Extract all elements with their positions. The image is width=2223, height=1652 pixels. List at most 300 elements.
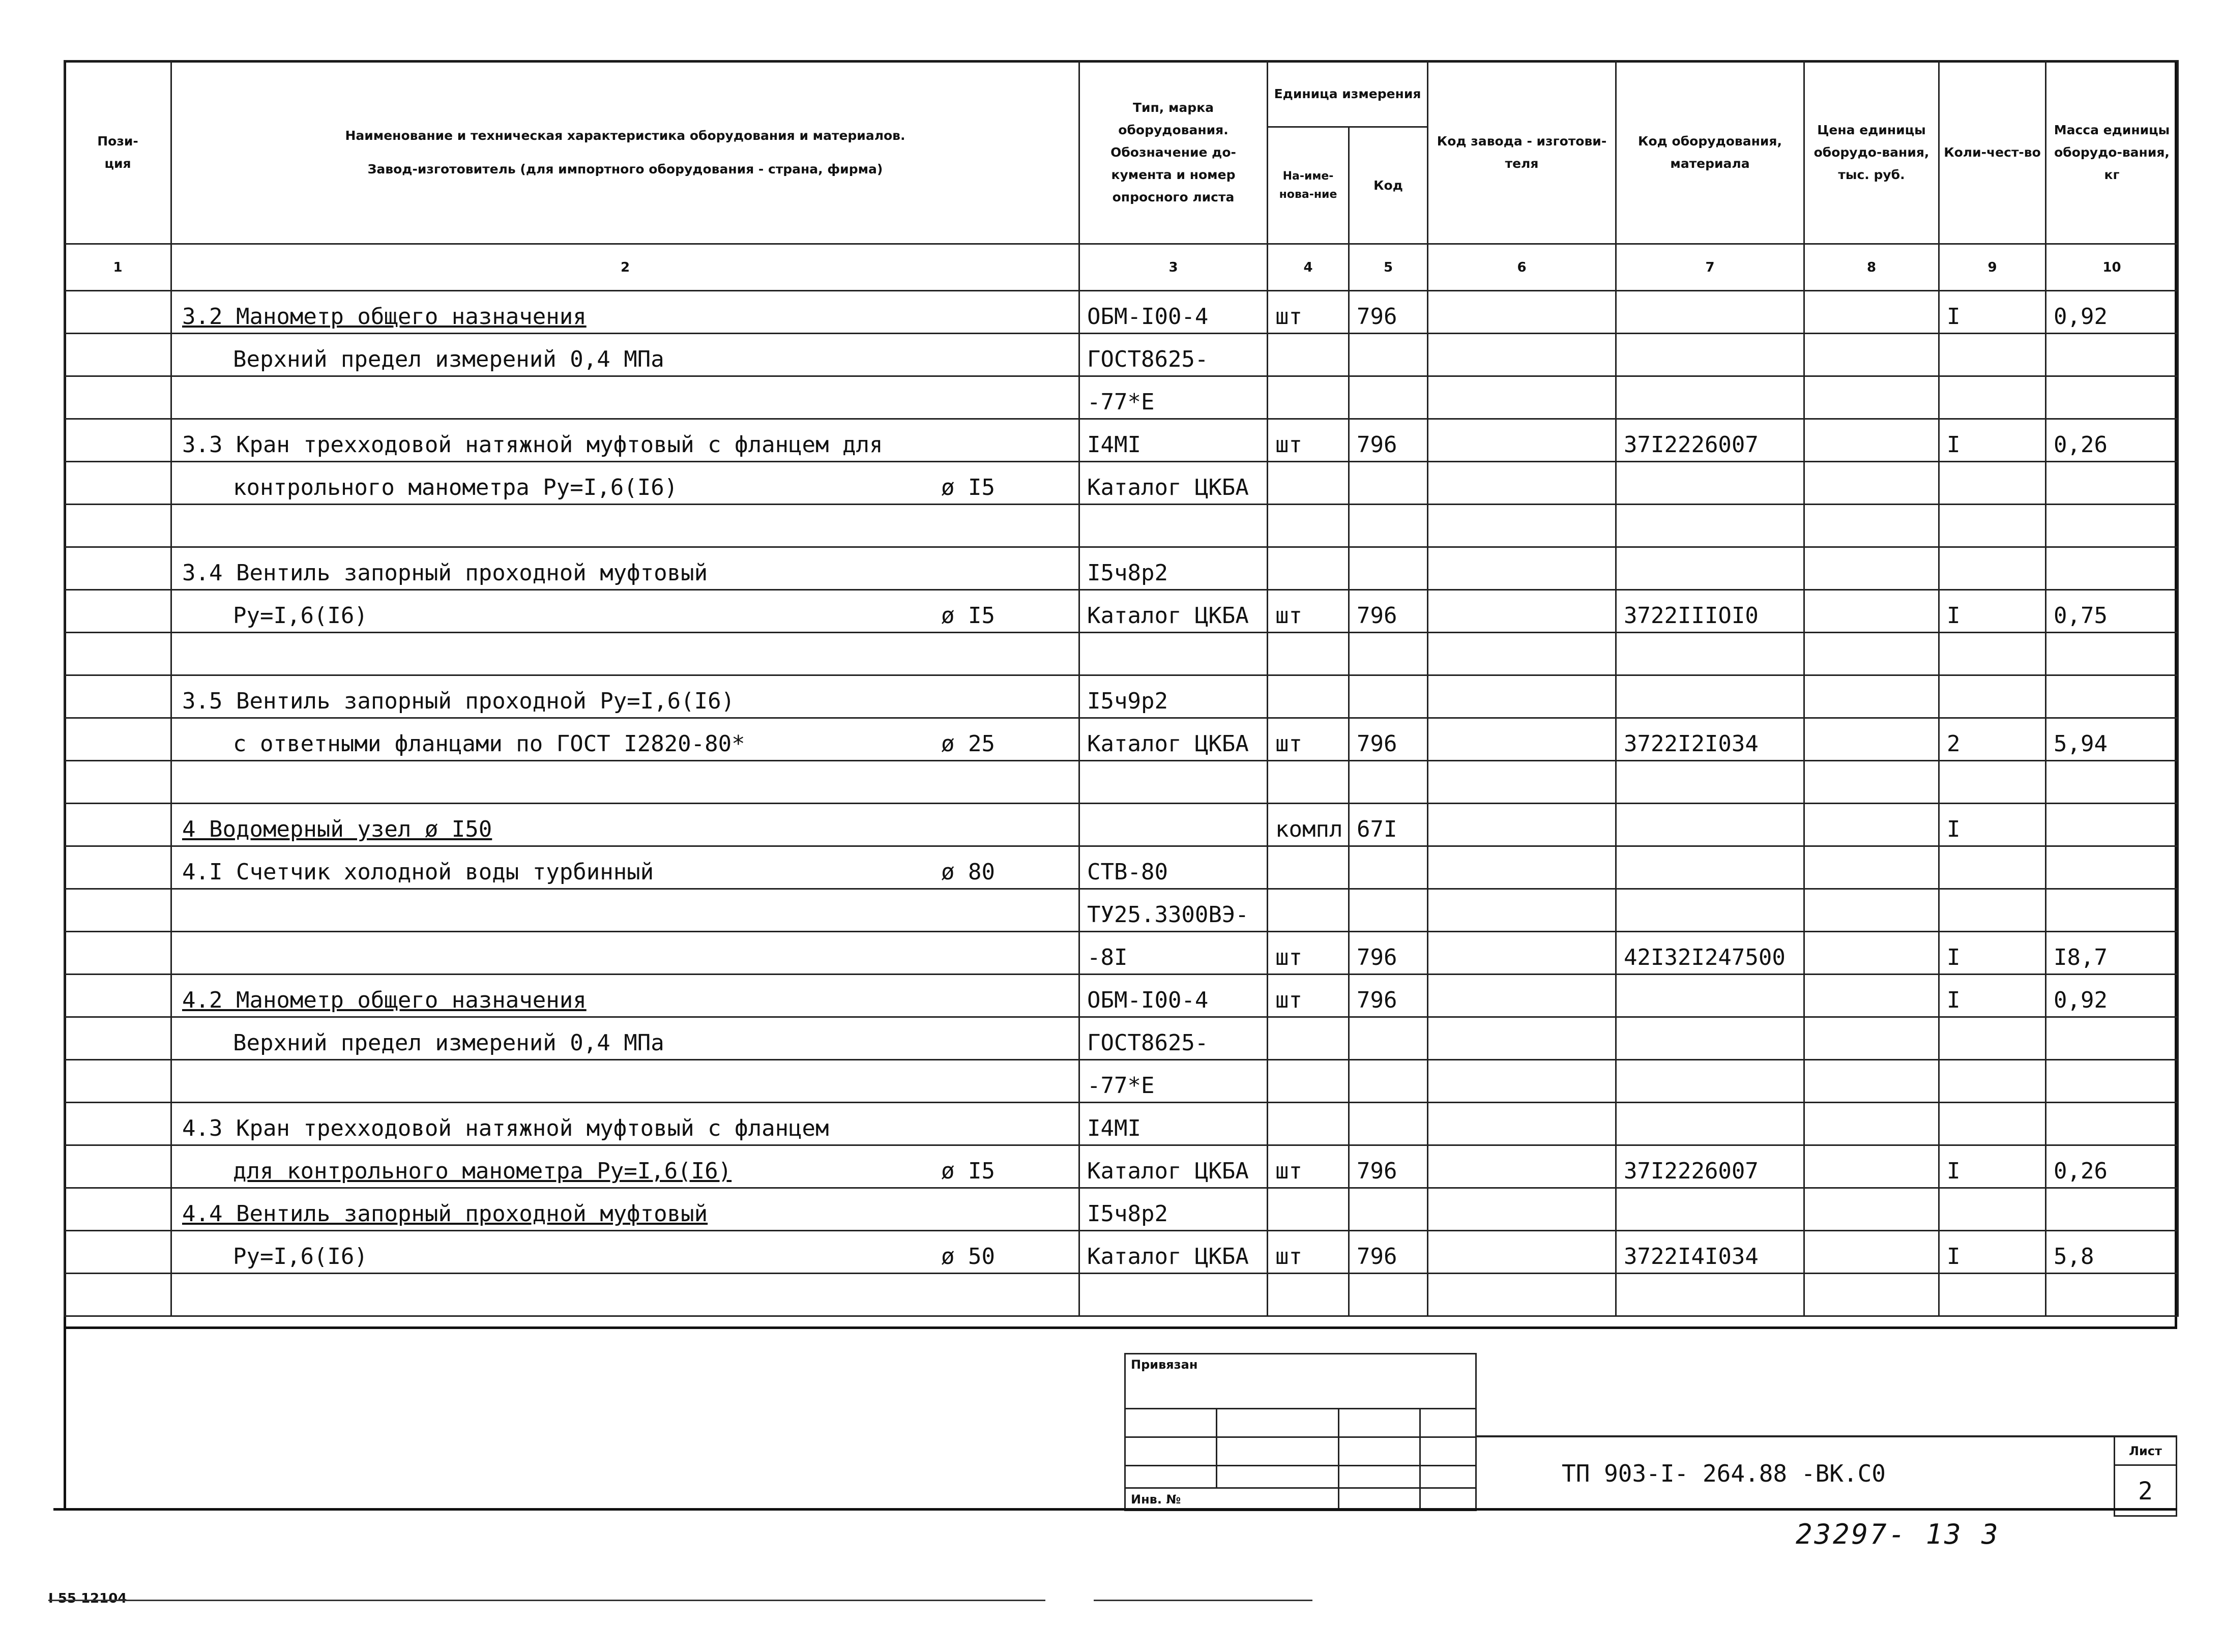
unit-name-cell	[1268, 846, 1349, 889]
unit-name-cell: шт	[1268, 718, 1349, 761]
unit-code-cell: 796	[1349, 419, 1428, 462]
equipment-code-cell: 37I2226007	[1616, 1145, 1804, 1188]
archive-number: 23297- 13 3	[1796, 1518, 2000, 1550]
position-cell	[65, 590, 171, 633]
type-cell: Каталог ЦКБА	[1079, 590, 1268, 633]
unit-code-cell	[1349, 761, 1428, 804]
name-cell	[171, 334, 1079, 376]
unit-name-cell: шт	[1268, 932, 1349, 975]
price-cell	[1804, 376, 1939, 419]
binding-stamp	[1124, 1353, 1477, 1511]
item-name: 4.I Счетчик холодной воды турбинный	[182, 859, 654, 885]
stamp-cell	[1125, 1409, 1217, 1437]
plant-code-cell	[1428, 1017, 1616, 1060]
equipment-code-cell: 3722I4I034	[1616, 1231, 1804, 1274]
stamp-cell	[1339, 1488, 1420, 1511]
plant-code-cell	[1428, 718, 1616, 761]
table-row	[65, 804, 2178, 846]
quantity-cell: I	[1939, 1231, 2046, 1274]
item-name: для контрольного манометра Ру=I,6(I6)	[233, 1158, 732, 1184]
mass-cell: 5,8	[2046, 1231, 2178, 1274]
equipment-code-cell	[1616, 462, 1804, 505]
mass-cell: 0,26	[2046, 419, 2178, 462]
name-cell	[171, 291, 1079, 334]
quantity-cell: I	[1939, 975, 2046, 1017]
mass-cell	[2046, 334, 2178, 376]
unit-code-cell	[1349, 505, 1428, 547]
unit-name-cell: шт	[1268, 590, 1349, 633]
stamp-cell	[1420, 1437, 1476, 1466]
mass-cell	[2046, 846, 2178, 889]
unit-code-cell	[1349, 1103, 1428, 1145]
type-cell	[1079, 1274, 1268, 1316]
column-number: 8	[1804, 244, 1939, 291]
table-row	[65, 291, 2178, 334]
name-cell	[171, 633, 1079, 675]
quantity-cell	[1939, 889, 2046, 932]
unit-code-cell	[1349, 846, 1428, 889]
item-name: Ру=I,6(I6)	[233, 1244, 368, 1270]
stamp-cell	[1217, 1409, 1339, 1437]
name-cell	[171, 1231, 1079, 1274]
equipment-code-cell: 3722IIIOI0	[1616, 590, 1804, 633]
position-cell	[65, 1188, 171, 1231]
table-row	[65, 633, 2178, 675]
plant-code-cell	[1428, 590, 1616, 633]
unit-code-cell: 796	[1349, 590, 1428, 633]
stamp-cell	[1217, 1437, 1339, 1466]
unit-name-cell	[1268, 1060, 1349, 1103]
quantity-cell	[1939, 633, 2046, 675]
header-price: Цена единицы оборудо-вания, тыс. руб.	[1804, 61, 1939, 244]
position-cell	[65, 932, 171, 975]
plant-code-cell	[1428, 419, 1616, 462]
mass-cell	[2046, 804, 2178, 846]
nominal-diameter: ø 50	[941, 1244, 995, 1270]
inventory-label: Инв. №	[1125, 1488, 1339, 1511]
unit-name-cell	[1268, 547, 1349, 590]
quantity-cell	[1939, 1274, 2046, 1316]
name-cell	[171, 419, 1079, 462]
type-cell: ОБМ-I00-4	[1079, 291, 1268, 334]
unit-code-cell: 796	[1349, 932, 1428, 975]
unit-name-cell	[1268, 761, 1349, 804]
stamp-cell	[1217, 1466, 1339, 1488]
plant-code-cell	[1428, 1231, 1616, 1274]
column-number-row	[65, 244, 2178, 291]
mass-cell	[2046, 761, 2178, 804]
type-cell	[1079, 633, 1268, 675]
type-cell: Каталог ЦКБА	[1079, 1231, 1268, 1274]
stamp-cell	[1125, 1437, 1217, 1466]
plant-code-cell	[1428, 633, 1616, 675]
name-cell	[171, 889, 1079, 932]
sheet-label: Лист	[2114, 1435, 2177, 1466]
unit-name-cell	[1268, 1274, 1349, 1316]
nominal-diameter: ø 25	[941, 731, 995, 757]
name-cell	[171, 675, 1079, 718]
unit-code-cell: 67I	[1349, 804, 1428, 846]
plant-code-cell	[1428, 1060, 1616, 1103]
plant-code-cell	[1428, 761, 1616, 804]
unit-name-cell: шт	[1268, 419, 1349, 462]
plant-code-cell	[1428, 1103, 1616, 1145]
mass-cell	[2046, 505, 2178, 547]
sheet-number: 2	[2114, 1466, 2177, 1517]
plant-code-cell	[1428, 1145, 1616, 1188]
item-name: 4 Водомерный узел ø I50	[182, 816, 492, 842]
position-cell	[65, 1017, 171, 1060]
position-cell	[65, 334, 171, 376]
equipment-code-cell	[1616, 804, 1804, 846]
price-cell	[1804, 1103, 1939, 1145]
mass-cell: I8,7	[2046, 932, 2178, 975]
table-row	[65, 675, 2178, 718]
name-cell	[171, 1017, 1079, 1060]
plant-code-cell	[1428, 846, 1616, 889]
quantity-cell: I	[1939, 590, 2046, 633]
position-cell	[65, 419, 171, 462]
equipment-code-cell	[1616, 505, 1804, 547]
name-cell	[171, 761, 1079, 804]
position-cell	[65, 1145, 171, 1188]
type-cell	[1079, 761, 1268, 804]
header-plant-code: Код завода - изготови-теля	[1428, 61, 1616, 244]
unit-name-cell	[1268, 889, 1349, 932]
plant-code-cell	[1428, 804, 1616, 846]
unit-name-cell	[1268, 633, 1349, 675]
mass-cell	[2046, 1017, 2178, 1060]
quantity-cell	[1939, 334, 2046, 376]
item-name: Верхний предел измерений 0,4 МПа	[233, 1030, 664, 1056]
quantity-cell	[1939, 1060, 2046, 1103]
bound-label: Привязан	[1125, 1354, 1476, 1409]
type-cell	[1079, 505, 1268, 547]
type-cell: I4МI	[1079, 1103, 1268, 1145]
column-number: 10	[2046, 244, 2178, 291]
plant-code-cell	[1428, 291, 1616, 334]
quantity-cell: I	[1939, 932, 2046, 975]
quantity-cell	[1939, 761, 2046, 804]
unit-name-cell: шт	[1268, 1145, 1349, 1188]
unit-code-cell	[1349, 462, 1428, 505]
price-cell	[1804, 1017, 1939, 1060]
plant-code-cell	[1428, 675, 1616, 718]
unit-code-cell	[1349, 1017, 1428, 1060]
unit-code-cell: 796	[1349, 291, 1428, 334]
table-row	[65, 1188, 2178, 1231]
mass-cell	[2046, 462, 2178, 505]
unit-code-cell	[1349, 1188, 1428, 1231]
equipment-code-cell: 42I32I247500	[1616, 932, 1804, 975]
quantity-cell	[1939, 505, 2046, 547]
equipment-code-cell	[1616, 975, 1804, 1017]
type-cell: ГОСТ8625-	[1079, 334, 1268, 376]
mass-cell	[2046, 633, 2178, 675]
table-row	[65, 1231, 2178, 1274]
name-cell	[171, 804, 1079, 846]
price-cell	[1804, 932, 1939, 975]
position-cell	[65, 547, 171, 590]
mass-cell	[2046, 1060, 2178, 1103]
type-cell: I5ч8р2	[1079, 1188, 1268, 1231]
item-name: с ответными фланцами по ГОСТ I2820-80*	[233, 731, 745, 757]
equipment-code-cell: 3722I2I034	[1616, 718, 1804, 761]
table-row	[65, 1103, 2178, 1145]
equipment-code-cell	[1616, 889, 1804, 932]
unit-name-cell	[1268, 334, 1349, 376]
price-cell	[1804, 462, 1939, 505]
unit-name-cell	[1268, 675, 1349, 718]
type-cell: -77*Е	[1079, 376, 1268, 419]
header-name-line1: Наименование и техническая характеристика оборудования и материалов.	[345, 128, 905, 143]
equipment-code-cell	[1616, 1103, 1804, 1145]
nominal-diameter: ø I5	[941, 475, 995, 500]
table-row	[65, 932, 2178, 975]
table-row	[65, 975, 2178, 1017]
quantity-cell: I	[1939, 419, 2046, 462]
unit-name-cell: шт	[1268, 291, 1349, 334]
quantity-cell	[1939, 675, 2046, 718]
position-cell	[65, 718, 171, 761]
mass-cell	[2046, 1188, 2178, 1231]
stamp-cell	[1420, 1409, 1476, 1437]
table-row	[65, 718, 2178, 761]
stamp-cell	[1339, 1409, 1420, 1437]
mass-cell: 0,92	[2046, 975, 2178, 1017]
type-cell: -77*Е	[1079, 1060, 1268, 1103]
equipment-code-cell	[1616, 291, 1804, 334]
stamp-cell	[1420, 1488, 1476, 1511]
table-row	[65, 1017, 2178, 1060]
position-cell	[65, 804, 171, 846]
position-cell	[65, 633, 171, 675]
table-row	[65, 462, 2178, 505]
price-cell	[1804, 505, 1939, 547]
unit-code-cell: 796	[1349, 718, 1428, 761]
header-type: Тип, марка оборудования. Обозначение до-кумента и номер опросного листа	[1079, 61, 1268, 244]
bottom-rule	[48, 1600, 1045, 1601]
mass-cell	[2046, 675, 2178, 718]
position-cell	[65, 1274, 171, 1316]
unit-code-cell	[1349, 376, 1428, 419]
equipment-code-cell	[1616, 633, 1804, 675]
unit-code-cell	[1349, 1274, 1428, 1316]
unit-name-cell: шт	[1268, 1231, 1349, 1274]
header-quantity: Коли-чест-во	[1939, 61, 2046, 244]
name-cell	[171, 975, 1079, 1017]
table-row	[65, 547, 2178, 590]
type-cell: Каталог ЦКБА	[1079, 1145, 1268, 1188]
specification-table	[64, 60, 2179, 1317]
unit-name-cell: шт	[1268, 975, 1349, 1017]
plant-code-cell	[1428, 462, 1616, 505]
table-row	[65, 419, 2178, 462]
table-row	[65, 1274, 2178, 1316]
plant-code-cell	[1428, 889, 1616, 932]
unit-code-cell	[1349, 633, 1428, 675]
mass-cell: 5,94	[2046, 718, 2178, 761]
quantity-cell	[1939, 1103, 2046, 1145]
unit-code-cell	[1349, 675, 1428, 718]
price-cell	[1804, 889, 1939, 932]
item-name: 4.2 Манометр общего назначения	[182, 987, 587, 1013]
price-cell	[1804, 419, 1939, 462]
name-cell	[171, 718, 1079, 761]
stamp-cell	[1420, 1466, 1476, 1488]
mass-cell	[2046, 376, 2178, 419]
name-cell	[171, 846, 1079, 889]
equipment-code-cell	[1616, 675, 1804, 718]
quantity-cell	[1939, 846, 2046, 889]
price-cell	[1804, 1145, 1939, 1188]
plant-code-cell	[1428, 932, 1616, 975]
frame-bottom-edge	[53, 1508, 2177, 1511]
quantity-cell	[1939, 547, 2046, 590]
quantity-cell	[1939, 1188, 2046, 1231]
quantity-cell: I	[1939, 291, 2046, 334]
header-unit: Единица измерения	[1268, 61, 1428, 127]
bottom-rule	[1094, 1600, 1312, 1601]
table-row	[65, 376, 2178, 419]
unit-name-cell	[1268, 505, 1349, 547]
mass-cell: 0,92	[2046, 291, 2178, 334]
unit-code-cell	[1349, 889, 1428, 932]
unit-code-cell: 796	[1349, 1145, 1428, 1188]
item-name: Верхний предел измерений 0,4 МПа	[233, 346, 664, 372]
quantity-cell	[1939, 1017, 2046, 1060]
type-cell: ТУ25.3300ВЭ-	[1079, 889, 1268, 932]
unit-name-cell	[1268, 462, 1349, 505]
mass-cell	[2046, 1103, 2178, 1145]
position-cell	[65, 1103, 171, 1145]
header-equipment-code: Код оборудования, материала	[1616, 61, 1804, 244]
form-code: I 55 12104	[48, 1591, 127, 1606]
unit-code-cell	[1349, 334, 1428, 376]
header-unit-name: На-име-нова-ние	[1268, 127, 1349, 244]
item-name: 3.5 Вентиль запорный проходной Ру=I,6(I6)	[182, 688, 735, 714]
plant-code-cell	[1428, 975, 1616, 1017]
header-name-line2: Завод-изготовитель (для импортного оборудования - страна, фирма)	[367, 161, 883, 176]
equipment-code-cell	[1616, 1274, 1804, 1316]
equipment-code-cell	[1616, 761, 1804, 804]
position-cell	[65, 1060, 171, 1103]
table-row	[65, 1060, 2178, 1103]
nominal-diameter: ø I5	[941, 603, 995, 629]
quantity-cell: I	[1939, 804, 2046, 846]
table-row	[65, 846, 2178, 889]
column-number: 1	[65, 244, 171, 291]
table-row	[65, 1145, 2178, 1188]
column-number: 4	[1268, 244, 1349, 291]
item-name: 3.4 Вентиль запорный проходной муфтовый	[182, 560, 708, 586]
price-cell	[1804, 975, 1939, 1017]
document-number: ТП 903-I- 264.88 -ВК.С0	[1562, 1460, 1886, 1487]
unit-name-cell: компл	[1268, 804, 1349, 846]
price-cell	[1804, 633, 1939, 675]
equipment-code-cell	[1616, 846, 1804, 889]
type-cell: I5ч9р2	[1079, 675, 1268, 718]
price-cell	[1804, 590, 1939, 633]
type-cell: Каталог ЦКБА	[1079, 718, 1268, 761]
nominal-diameter: ø I5	[941, 1158, 995, 1184]
table-row	[65, 761, 2178, 804]
position-cell	[65, 462, 171, 505]
type-cell: -8I	[1079, 932, 1268, 975]
stamp-cell	[1339, 1437, 1420, 1466]
unit-code-cell: 796	[1349, 1231, 1428, 1274]
price-cell	[1804, 804, 1939, 846]
quantity-cell: I	[1939, 1145, 2046, 1188]
name-cell	[171, 547, 1079, 590]
price-cell	[1804, 675, 1939, 718]
equipment-code-cell	[1616, 1188, 1804, 1231]
nominal-diameter: ø 80	[941, 859, 995, 885]
item-name: 4.3 Кран трехходовой натяжной муфтовый с фланцем	[182, 1115, 829, 1141]
equipment-code-cell	[1616, 376, 1804, 419]
column-number: 6	[1428, 244, 1616, 291]
unit-name-cell	[1268, 376, 1349, 419]
plant-code-cell	[1428, 1274, 1616, 1316]
name-cell	[171, 932, 1079, 975]
name-cell	[171, 505, 1079, 547]
position-cell	[65, 761, 171, 804]
quantity-cell: 2	[1939, 718, 2046, 761]
price-cell	[1804, 547, 1939, 590]
frame-left-edge	[64, 1328, 66, 1511]
item-name: Ру=I,6(I6)	[233, 603, 368, 629]
price-cell	[1804, 1188, 1939, 1231]
position-cell	[65, 889, 171, 932]
unit-code-cell	[1349, 1060, 1428, 1103]
table-row	[65, 590, 2178, 633]
position-cell	[65, 846, 171, 889]
quantity-cell	[1939, 376, 2046, 419]
plant-code-cell	[1428, 334, 1616, 376]
mass-cell	[2046, 547, 2178, 590]
quantity-cell	[1939, 462, 2046, 505]
position-cell	[65, 1231, 171, 1274]
position-cell	[65, 675, 171, 718]
plant-code-cell	[1428, 376, 1616, 419]
mass-cell	[2046, 889, 2178, 932]
mass-cell	[2046, 1274, 2178, 1316]
name-cell	[171, 590, 1079, 633]
header-mass: Масса единицы оборудо-вания, кг	[2046, 61, 2178, 244]
equipment-code-cell	[1616, 334, 1804, 376]
unit-name-cell	[1268, 1017, 1349, 1060]
price-cell	[1804, 1060, 1939, 1103]
price-cell	[1804, 718, 1939, 761]
name-cell	[171, 376, 1079, 419]
equipment-code-cell	[1616, 547, 1804, 590]
item-name: контрольного манометра Ру=I,6(I6)	[233, 475, 678, 500]
type-cell: I5ч8р2	[1079, 547, 1268, 590]
name-cell	[171, 462, 1079, 505]
type-cell: ОБМ-I00-4	[1079, 975, 1268, 1017]
table-row	[65, 334, 2178, 376]
plant-code-cell	[1428, 1188, 1616, 1231]
price-cell	[1804, 1274, 1939, 1316]
price-cell	[1804, 1231, 1939, 1274]
position-cell	[65, 291, 171, 334]
mass-cell: 0,26	[2046, 1145, 2178, 1188]
equipment-code-cell	[1616, 1060, 1804, 1103]
price-cell	[1804, 334, 1939, 376]
unit-name-cell	[1268, 1188, 1349, 1231]
column-number: 9	[1939, 244, 2046, 291]
stamp-cell	[1339, 1466, 1420, 1488]
